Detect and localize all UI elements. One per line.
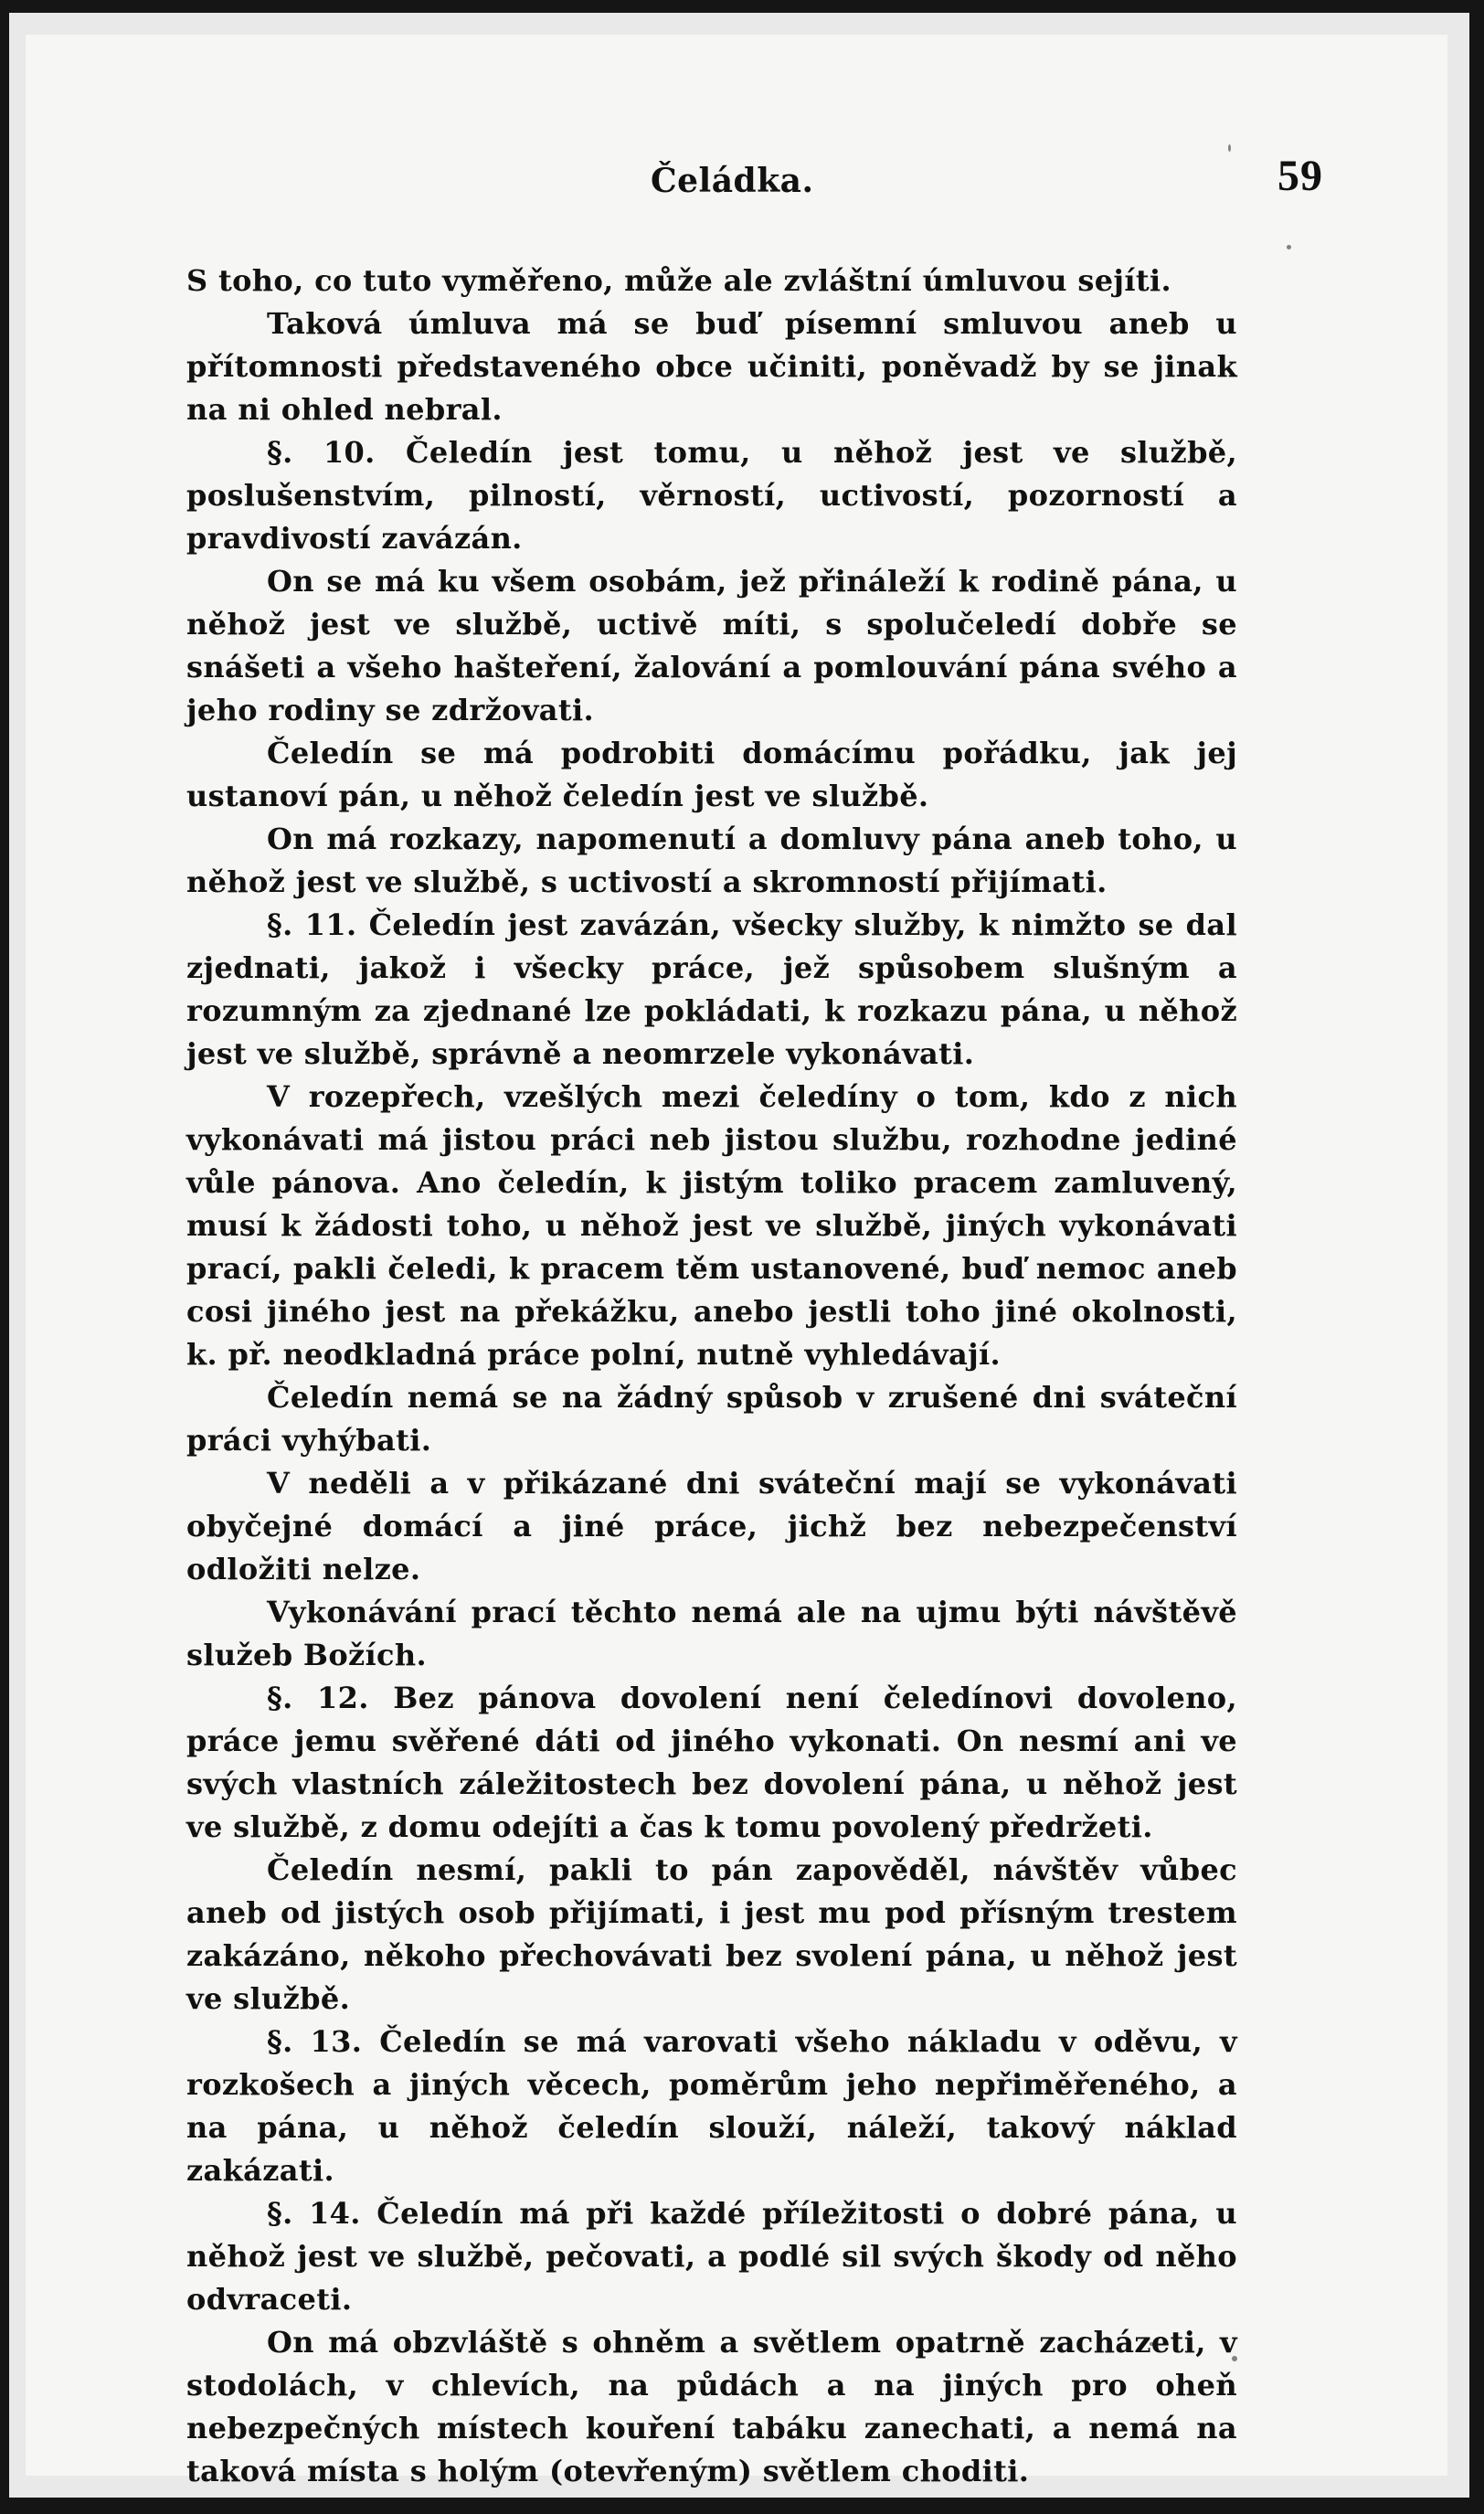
body-text — [186, 260, 1237, 2488]
paragraph: Taková úmluva má se buď písemní smluvou aneb u přítomnosti představeného obce učiniti, poněvadž by se jinak na ni ohled nebral. — [186, 306, 1237, 427]
page-number: 59 — [1277, 152, 1323, 200]
ink-speck — [1287, 245, 1291, 249]
paragraph: On má obzvláště s ohněm a světlem opatrně zacházeti, v stodolách, v chlevích, na půdách a na jiných pro oheň nebezpečných místech kouření tabáku zanechati, a nemá na taková místa s holým (otevřeným) světlem choditi. — [186, 2325, 1237, 2488]
paragraph: Čeledín se má podrobiti domácímu pořádku, jak jej ustanoví pán, u něhož čeledín jest ve službě. — [186, 736, 1237, 813]
paragraph: On se má ku všem osobám, jež přináleží k rodině pána, u něhož jest ve službě, uctivě míti, s spolučeledí dobře se snášeti a všeho hašteření, žalování a pomlouvání pána svého a jeho rodiny se zdržovati. — [186, 564, 1237, 727]
section-10-paragraph: §. 10. Čeledín jest tomu, u něhož jest ve službě, poslušenstvím, pilností, věrností, uctivostí, pozorností a pravdivostí zavázán. — [186, 435, 1237, 556]
page-title: Čeládka. — [651, 162, 814, 200]
paragraph: S toho, co tuto vyměřeno, může ale zvláštní úmluvou sejíti. — [186, 263, 1171, 298]
section-13-paragraph: §. 13. Čeledín se má varovati všeho nákladu v oděvu, v rozkošech a jiných věcech, poměrům jeho nepřiměřeného, a na pána, u něhož čeledín slouží, náleží, takový náklad zakázati. — [186, 2024, 1237, 2188]
paragraph: Čeledín nemá se na žádný spůsob v zrušené dni sváteční práci vyhýbati. — [186, 1380, 1237, 1458]
section-11-paragraph: §. 11. Čeledín jest zavázán, všecky služby, k nimžto se dal zjednati, jakož i všecky práce, jež spůsobem slušným a rozumným za zjednané lze pokládati, k rozkazu pána, u něhož jest ve službě, správně a neomrzele vykonávati. — [186, 907, 1237, 1071]
paragraph: Vykonávání prací těchto nemá ale na ujmu býti návštěvě služeb Božích. — [186, 1595, 1237, 1672]
paragraph: V rozepřech, vzešlých mezi čeledíny o tom, kdo z nich vykonávati má jistou práci neb jistou službu, rozhodne jediné vůle pánova. Ano čeledín, k jistým toliko pracem zamluvený, musí k žádosti toho, u něhož jest ve službě, jiných vykonávati prací, pakli čeledi, k pracem těm ustanovené, buď nemoc aneb cosi jiného jest na překážku, anebo jestli toho jiné okolnosti, k. př. neodkladná práce polní, nutně vyhledávají. — [186, 1079, 1237, 1372]
running-head — [183, 145, 1323, 209]
paragraph: On má rozkazy, napomenutí a domluvy pána aneb toho, u něhož jest ve službě, s uctivostí a skromností přijímati. — [186, 822, 1237, 899]
section-12-paragraph: §. 12. Bez pánova dovolení není čeledínovi dovoleno, práce jemu svěřené dáti od jiného vykonati. On nesmí ani ve svých vlastních záležitostech bez dovolení pána, u něhož jest ve službě, z domu odejíti a čas k tomu povolený předržeti. — [186, 1681, 1237, 1844]
paragraph: V neděli a v přikázané dni sváteční mají se vykonávati obyčejné domácí a jiné práce, jichž bez nebezpečenství odložiti nelze. — [186, 1466, 1237, 1586]
paragraph: Čeledín nesmí, pakli to pán zapověděl, návštěv vůbec aneb od jistých osob přijímati, i jest mu pod přísným trestem zakázáno, někoho přechovávati bez svolení pána, u něhož jest ve službě. — [186, 1852, 1237, 2016]
section-14-paragraph: §. 14. Čeledín má při každé příležitosti o dobré pána, u něhož jest ve službě, pečovati, a podlé sil svých škody od něho odvraceti. — [186, 2196, 1237, 2317]
